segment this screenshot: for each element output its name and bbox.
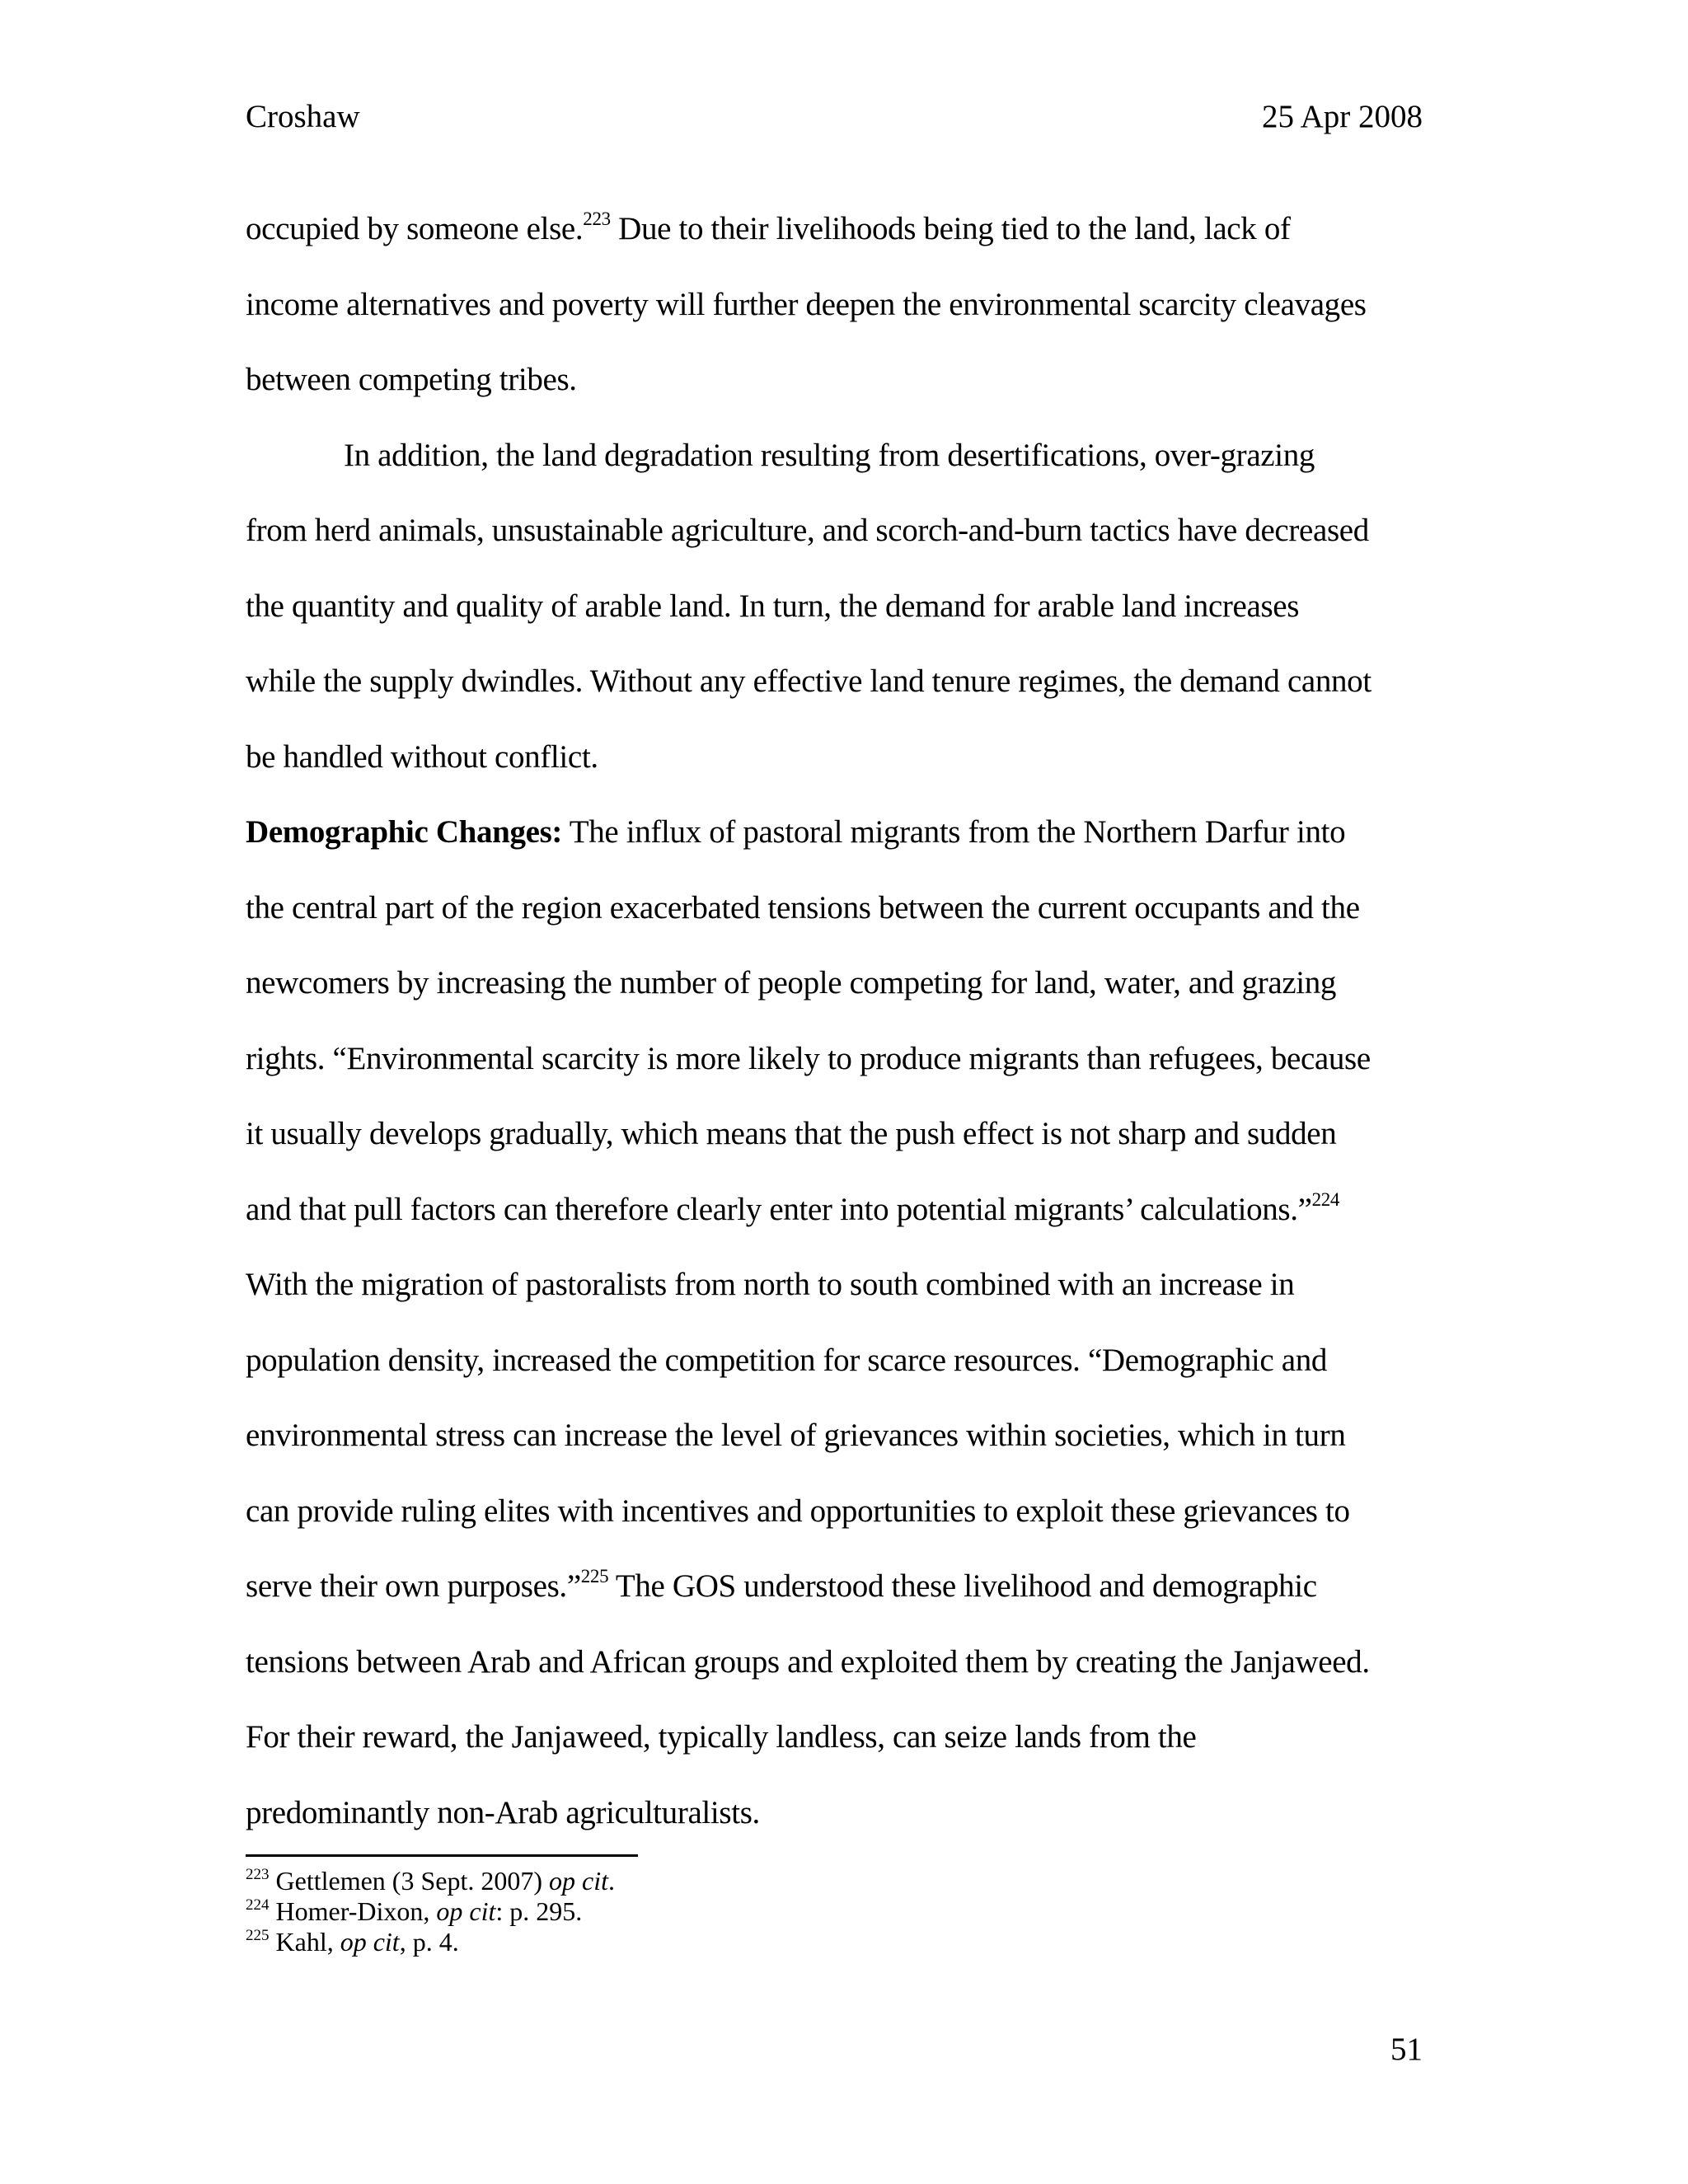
text-line: environmental stress can increase the level of grievances within societies, which in turn — [246, 1418, 1346, 1453]
text-line: and that pull factors can therefore clearly enter into potential migrants’ calculations.”$^{224}$ — [246, 1188, 1340, 1227]
text-line: tensions between Arab and African groups and exploited them by creating the Janjaweed. — [246, 1643, 1370, 1680]
page-header — [246, 92, 1423, 142]
text-line: from herd animals, unsustainable agriculture, and scorch-and-burn tactics have decreased — [246, 513, 1369, 548]
text-line: while the supply dwindles. Without any effective land tenure regimes, the demand cannot — [246, 663, 1372, 699]
text-line: newcomers by increasing the number of people competing for land, water, and grazing — [246, 965, 1337, 1001]
text-line: rights. “Environmental scarcity is more likely to produce migrants than refugees, because — [246, 1040, 1371, 1076]
text-line: In addition, the land degradation resulting from desertifications, over-grazing — [344, 437, 1315, 473]
body-text — [246, 191, 1424, 1850]
text-line: between competing tribes. — [246, 362, 577, 397]
footnote-ref-223[interactable]: 223 — [583, 209, 611, 229]
text-line: income alternatives and poverty will further deepen the environmental scarcity cleavages — [246, 286, 1367, 322]
header-date: 25 Apr 2008 — [1262, 99, 1423, 134]
text-line: For their reward, the Janjaweed, typically landless, can seize lands from the — [246, 1719, 1197, 1755]
text-line: occupied by someone else.$^{223}$ Due to their livelihoods being tied to the land, lack of — [246, 209, 1291, 246]
text-line: it usually develops gradually, which means that the push effect is not sharp and sudden — [246, 1116, 1337, 1151]
footnote-ref-224[interactable]: 224 — [1311, 1188, 1340, 1210]
text-line: be handled without conflict. — [246, 738, 598, 775]
text-line: can provide ruling elites with incentives and opportunities to exploit these grievances to — [246, 1493, 1350, 1529]
footnote-ref-225[interactable]: 225 — [580, 1566, 609, 1586]
text-line: Demographic Changes: The influx of pastoral migrants from the Northern Darfur into — [246, 814, 1346, 850]
page-number: 51 — [1390, 2032, 1423, 2067]
text-line: With the migration of pastoralists from north to south combined with an increase in — [246, 1267, 1295, 1302]
text-line: predominantly non-Arab agriculturalists. — [246, 1794, 760, 1830]
footnotes — [246, 1866, 615, 1957]
footnote-separator — [246, 1854, 638, 1857]
header-author: Croshaw — [246, 99, 360, 134]
footnote-224: $^{224}$ Homer-Dixon, op cit: p. 295. — [246, 1896, 583, 1926]
text-line: population density, increased the competition for scarce resources. “Demographic and — [246, 1342, 1327, 1378]
section-heading: Demographic Changes: — [246, 814, 563, 850]
footnote-225: $^{225}$ Kahl, op cit, p. 4. — [246, 1927, 459, 1957]
text-line: the quantity and quality of arable land. In turn, the demand for arable land increases — [246, 588, 1300, 624]
text-line: serve their own purposes.”$^{225}$ The GOS understood these livelihood and demographic — [246, 1566, 1317, 1604]
footnote-223: $^{223}$ Gettlemen (3 Sept. 2007) op cit. — [246, 1866, 615, 1896]
text-line: the central part of the region exacerbated tensions between the current occupants and the — [246, 889, 1360, 926]
